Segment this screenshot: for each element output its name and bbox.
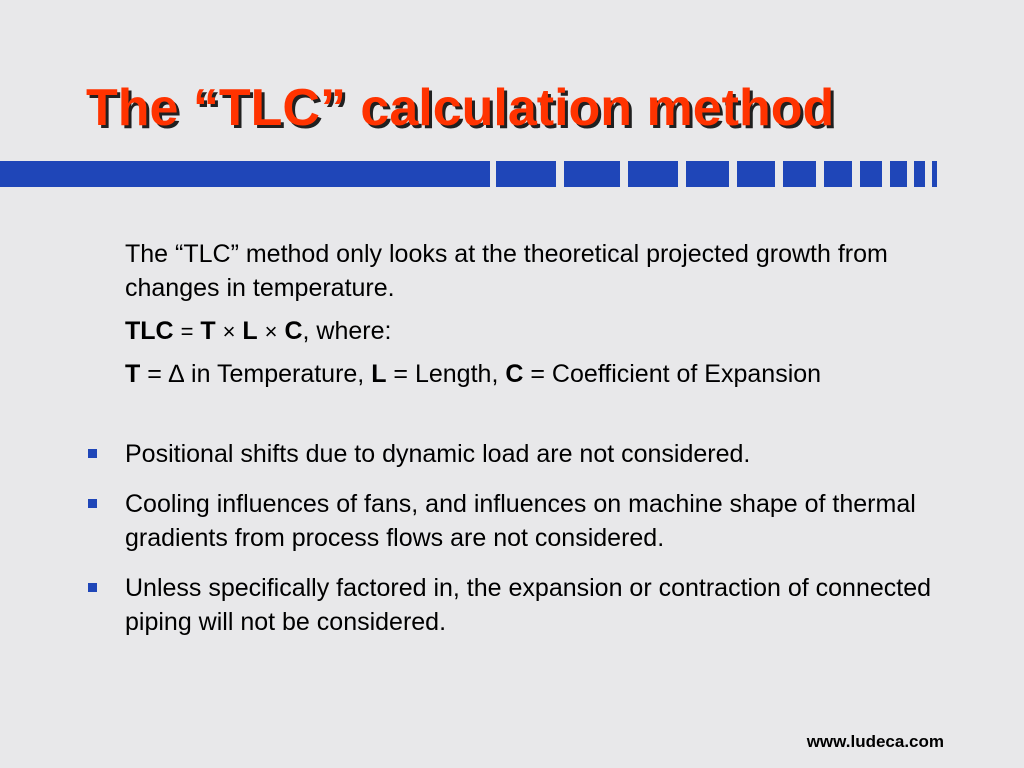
formula-definitions [125, 357, 955, 391]
rule-segment [914, 161, 925, 187]
rule-segment [564, 161, 620, 187]
def-t: T [125, 360, 141, 388]
def-c-text: = Coefficient of Expansion [523, 360, 822, 388]
bullet-item [125, 487, 955, 555]
bullet-text: Cooling influences of fans, and influences on machine shape of thermal gradients from process flows are not considered. [125, 490, 916, 552]
formula-t: T [200, 317, 216, 345]
formula-c: C [284, 317, 303, 345]
def-c: C [505, 360, 524, 388]
rule-segment [824, 161, 852, 187]
bullet-item [125, 571, 955, 639]
rule-segments [0, 161, 937, 187]
square-bullet-icon [88, 499, 97, 508]
bullet-text: Positional shifts due to dynamic load are not considered. [125, 440, 751, 468]
rule-segment [496, 161, 556, 187]
rule-segment [932, 161, 937, 187]
def-t-text: = ∆ in Temperature, [140, 360, 372, 388]
tlc-formula [125, 314, 955, 349]
rule-main-bar [0, 161, 490, 187]
slide-title: The “TLC” calculation method [86, 79, 835, 137]
square-bullet-icon [88, 583, 97, 592]
bullet-list [125, 437, 955, 655]
intro-paragraph: The “TLC” method only looks at the theoretical projected growth from changes in temperature. [125, 240, 888, 302]
rule-segment [783, 161, 816, 187]
footer-url[interactable]: www.ludeca.com [806, 732, 944, 751]
rule-segment [686, 161, 729, 187]
formula-times: × [264, 319, 278, 344]
def-l: L [371, 360, 387, 388]
formula-tlc: TLC [125, 317, 174, 345]
formula-times: × [222, 319, 236, 344]
def-l-text: = Length, [386, 360, 506, 388]
rule-segment [628, 161, 678, 187]
formula-l: L [242, 317, 258, 345]
body-text [125, 237, 955, 391]
rule-segment [890, 161, 907, 187]
rule-segment [860, 161, 882, 187]
bullet-text: Unless specifically factored in, the expansion or contraction of connected piping will not be considered. [125, 574, 932, 636]
square-bullet-icon [88, 449, 97, 458]
rule-segment [737, 161, 775, 187]
formula-equals: = [180, 319, 194, 344]
formula-where: , where: [302, 317, 392, 345]
bullet-item [125, 437, 955, 471]
